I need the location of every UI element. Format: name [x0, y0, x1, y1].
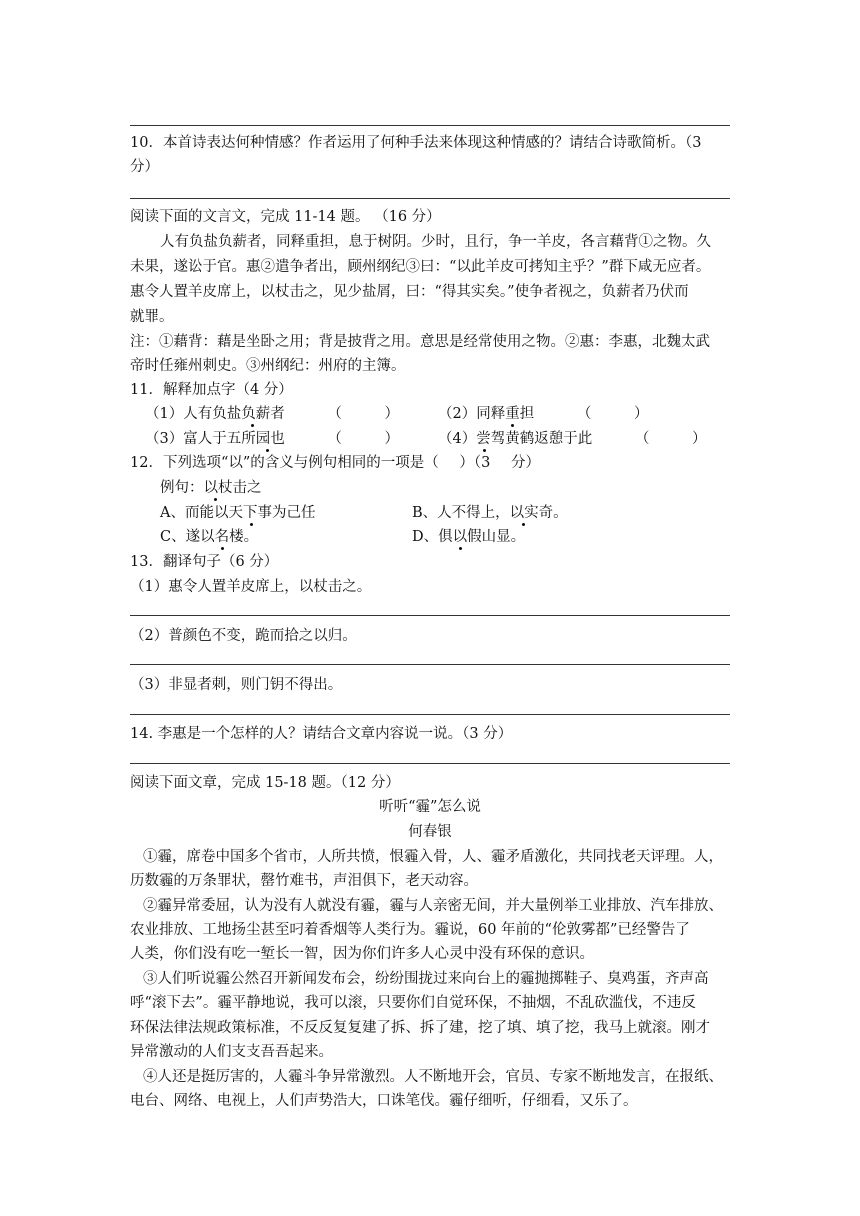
q11-item-3: （3）富人于五所园也 （ ）: [145, 431, 399, 447]
question-14-title: 14. 李惠是一个怎样的人？请结合文章内容说一说。（3 分）: [130, 726, 513, 742]
article-title: 听听“霾”怎么说: [379, 799, 481, 815]
emphasis-dot: [483, 449, 486, 452]
article-line: ④人还是挺厉害的，人霾斗争异常激烈。人不断地开会，官员、专家不断地发言，在报纸、: [143, 1069, 723, 1085]
emphasis-dot: [250, 523, 253, 526]
article-line: ①霾，席卷中国多个省市，人所共愤，恨霾入骨，人、霾矛盾激化，共同找老天评理。人，: [143, 849, 723, 865]
article-author: 何春银: [408, 824, 452, 840]
emphasis-dot: [522, 523, 525, 526]
article-line: 异常激动的人们支支吾吾起来。: [130, 1044, 333, 1060]
q11-item-1: （1）人有负盐负薪者 （ ）: [145, 406, 399, 422]
article-line: 历数霾的万条罪状，罄竹难书，声泪俱下，老天动容。: [130, 873, 478, 889]
answer-line: [130, 664, 730, 665]
note-line: 注：①藉背：藉是坐卧之用；背是披背之用。意思是经常使用之物。②惠：李惠，北魏太武: [130, 334, 710, 350]
question-12-title: 12．下列选项“以”的含义与例句相同的一项是（ ）（3 分）: [130, 455, 540, 471]
question-13-title: 13．翻译句子（6 分）: [130, 554, 279, 570]
article-line: 农业排放、工地扬尘甚至叼着香烟等人类行为。霾说，60 年前的“伦敦雾都”已经警告了: [130, 922, 690, 938]
emphasis-dot: [214, 498, 217, 501]
emphasis-dot: [251, 424, 254, 427]
article-line: 电台、网络、电视上，人们声势浩大，口诛笔伐。霾仔细听，仔细看，又乐了。: [130, 1093, 638, 1109]
note-line: 帝时任雍州刺史。③州纲纪：州府的主簿。: [130, 358, 406, 374]
classical-intro: 阅读下面的文言文，完成 11-14 题。 （16 分）: [130, 209, 441, 225]
article-line: ②霾异常委屈，认为没有人就没有霾，霾与人亲密无间，并大量例举工业排放、汽车排放、: [143, 898, 723, 914]
question-10-line-2: 分）: [130, 159, 159, 175]
article-line: ③人们听说霾公然召开新闻发布会，纷纷围拢过来向台上的霾抛掷鞋子、臭鸡蛋，齐声高: [143, 971, 709, 987]
classical-para-line: 就罪。: [130, 309, 174, 325]
q12-option-d: D、俱以假山显。: [412, 529, 526, 545]
classical-para-line: 人有负盐负薪者，同释重担，息于树阴。少时，且行，争一羊皮，各言藉背①之物。久: [160, 234, 711, 250]
q13-item: （1）惠令人置羊皮席上，以杖击之。: [130, 579, 372, 595]
q12-option-b: B、人不得上，以实奇。: [412, 505, 568, 521]
modern-intro: 阅读下面文章，完成 15-18 题。（12 分）: [130, 775, 400, 791]
q12-option-c: C、遂以名楼。: [160, 529, 259, 545]
emphasis-dot: [511, 424, 514, 427]
q12-option-a: A、而能以天下事为己任: [160, 505, 316, 521]
q13-item: （2）普颜色不变，跪而拾之以归。: [130, 628, 357, 644]
q12-example: 例句：以杖击之: [160, 480, 262, 496]
question-11-title: 11．解释加点字（4 分）: [130, 382, 293, 398]
answer-line: [130, 714, 730, 715]
classical-para-line: 惠令人置羊皮席上，以杖击之，见少盐屑，曰：“得其实矣。”使争者视之，负薪者乃伏而: [130, 284, 689, 300]
q13-item: （3）非显者刺，则门钥不得出。: [130, 677, 343, 693]
rule-line: [130, 125, 730, 126]
article-line: 人类，你们没有吃一堑长一智，因为你们许多人心灵中没有环保的意识。: [130, 946, 594, 962]
emphasis-dot: [266, 449, 269, 452]
q11-item-4: （4）尝驾黄鹤返憩于此 （ ）: [438, 431, 707, 447]
emphasis-dot: [459, 547, 462, 550]
q11-item-2: （2）同释重担 （ ）: [438, 406, 649, 422]
answer-line: [130, 198, 730, 199]
classical-para-line: 未果，遂讼于官。惠②遣争者出，顾州纲纪③曰：“以此羊皮可拷知主乎？”群下咸无应者。: [130, 259, 711, 275]
emphasis-dot: [221, 547, 224, 550]
question-10-line-1: 10．本首诗表达何种情感？作者运用了何种手法来体现这种情感的？请结合诗歌简析。（3: [130, 135, 702, 151]
article-line: 环保法律法规政策标准，不反反复复建了拆、拆了建，挖了填、填了挖，我马上就滚。刚才: [130, 1020, 710, 1036]
answer-line: [130, 615, 730, 616]
answer-line: [130, 763, 730, 764]
article-line: 呼“滚下去”。霾平静地说，我可以滚，只要你们自觉环保，不抽烟，不乱砍滥伐，不违反: [130, 995, 696, 1011]
